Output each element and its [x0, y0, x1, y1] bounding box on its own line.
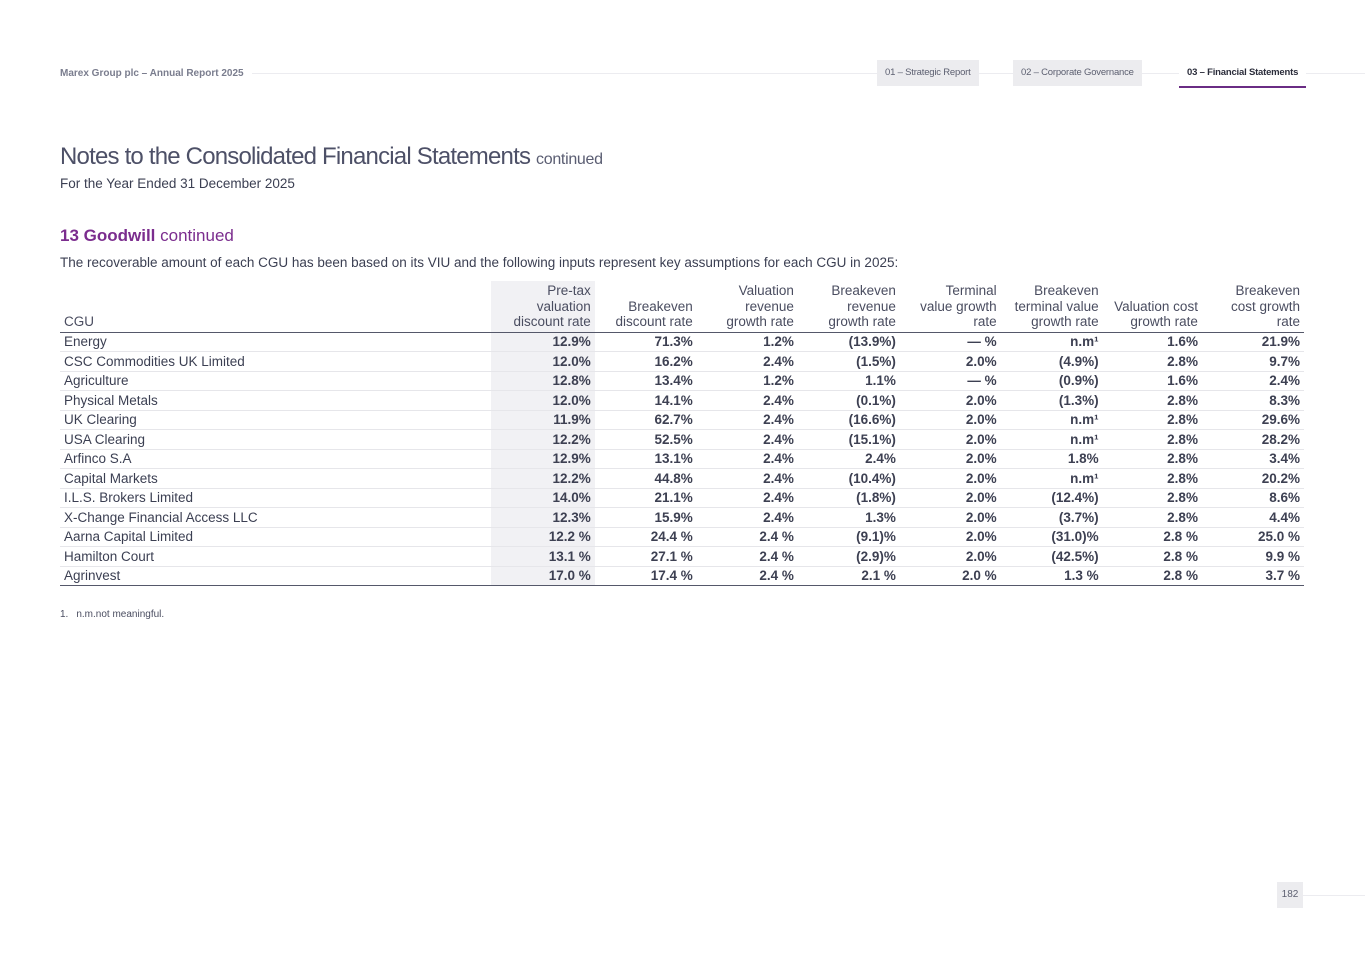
- column-header: [491, 281, 595, 332]
- value-cell: 17.0 %: [491, 566, 595, 586]
- table-body: [60, 332, 1304, 586]
- value-cell: 3.4%: [1202, 449, 1304, 469]
- value-cell: (13.9%): [798, 332, 900, 352]
- value-cell: (4.9%): [1001, 352, 1103, 372]
- value-cell: 12.0%: [491, 352, 595, 372]
- value-cell: 2.0%: [900, 410, 1001, 430]
- cgu-name-cell: Hamilton Court: [60, 547, 491, 567]
- value-cell: 1.3 %: [1001, 566, 1103, 586]
- column-header-line: Pre-tax: [547, 283, 591, 298]
- column-header-line: valuation: [536, 298, 591, 314]
- value-cell: 2.4 %: [697, 547, 798, 567]
- value-cell: 2.8 %: [1103, 527, 1202, 547]
- table-row: [60, 547, 1304, 567]
- value-cell: 2.4 %: [697, 527, 798, 547]
- value-cell: 2.8%: [1103, 508, 1202, 528]
- column-header: [1202, 281, 1304, 332]
- value-cell: 1.2%: [697, 371, 798, 391]
- value-cell: 21.9%: [1202, 332, 1304, 352]
- table-row: [60, 508, 1304, 528]
- value-cell: 12.3%: [491, 508, 595, 528]
- value-cell: 2.0 %: [900, 566, 1001, 586]
- value-cell: 2.0%: [900, 488, 1001, 508]
- value-cell: — %: [900, 332, 1001, 352]
- value-cell: (16.6%): [798, 410, 900, 430]
- value-cell: (0.9%): [1001, 371, 1103, 391]
- value-cell: (1.5%): [798, 352, 900, 372]
- value-cell: 2.8%: [1103, 469, 1202, 489]
- value-cell: (0.1%): [798, 391, 900, 411]
- page-title-text: Notes to the Consolidated Financial Statements: [60, 143, 531, 170]
- column-header-line: growth rate: [1130, 314, 1198, 329]
- value-cell: 2.4%: [697, 449, 798, 469]
- report-brand: Marex Group plc – Annual Report 2025: [60, 68, 252, 79]
- value-cell: 11.9%: [491, 410, 595, 430]
- table-row: [60, 469, 1304, 489]
- tab-strategic-report[interactable]: 01 – Strategic Report: [877, 60, 979, 86]
- value-cell: 2.0%: [900, 527, 1001, 547]
- value-cell: 9.9 %: [1202, 547, 1304, 567]
- column-header: [900, 281, 1001, 332]
- value-cell: 25.0 %: [1202, 527, 1304, 547]
- value-cell: 2.4%: [697, 508, 798, 528]
- column-header: [798, 281, 900, 332]
- cgu-name-cell: Physical Metals: [60, 391, 491, 411]
- column-header-line: Valuation: [738, 283, 794, 298]
- cgu-name-cell: Energy: [60, 332, 491, 352]
- column-header-line: growth rate: [1031, 314, 1099, 329]
- footnote: [60, 609, 164, 620]
- section-number: 13 Goodwill: [60, 226, 156, 245]
- table-row: [60, 527, 1304, 547]
- cgu-name-cell: I.L.S. Brokers Limited: [60, 488, 491, 508]
- value-cell: 24.4 %: [595, 527, 697, 547]
- value-cell: 2.4%: [697, 488, 798, 508]
- value-cell: 4.4%: [1202, 508, 1304, 528]
- column-header-line: Breakeven: [1034, 283, 1099, 298]
- value-cell: 2.4%: [1202, 371, 1304, 391]
- column-header-line: rate: [973, 314, 997, 329]
- value-cell: 29.6%: [1202, 410, 1304, 430]
- value-cell: 2.8%: [1103, 410, 1202, 430]
- table-row: [60, 371, 1304, 391]
- tab-financial-statements[interactable]: 03 – Financial Statements: [1179, 60, 1306, 88]
- value-cell: 13.1%: [595, 449, 697, 469]
- column-header: [595, 281, 697, 332]
- cgu-name-cell: X-Change Financial Access LLC: [60, 508, 491, 528]
- value-cell: 1.6%: [1103, 371, 1202, 391]
- page-title: [60, 143, 603, 171]
- value-cell: (3.7%): [1001, 508, 1103, 528]
- column-header-line: Breakeven: [831, 283, 896, 298]
- table-row: [60, 391, 1304, 411]
- value-cell: 14.1%: [595, 391, 697, 411]
- value-cell: 62.7%: [595, 410, 697, 430]
- value-cell: n.m¹: [1001, 469, 1103, 489]
- value-cell: 2.0%: [900, 430, 1001, 450]
- page-number: 182: [1277, 882, 1303, 908]
- value-cell: 12.2%: [491, 430, 595, 450]
- footnote-text: n.m.not meaningful.: [76, 609, 165, 620]
- page-subtitle: For the Year Ended 31 December 2025: [60, 176, 295, 191]
- column-header-line: Breakeven: [628, 298, 693, 314]
- value-cell: 8.6%: [1202, 488, 1304, 508]
- value-cell: 2.4%: [798, 449, 900, 469]
- value-cell: 12.2 %: [491, 527, 595, 547]
- cgu-assumptions-table: [60, 281, 1304, 586]
- value-cell: 12.9%: [491, 332, 595, 352]
- value-cell: 16.2%: [595, 352, 697, 372]
- value-cell: 21.1%: [595, 488, 697, 508]
- value-cell: 52.5%: [595, 430, 697, 450]
- value-cell: (10.4%): [798, 469, 900, 489]
- column-header-line: value growth: [920, 298, 997, 314]
- value-cell: (12.4%): [1001, 488, 1103, 508]
- intro-text: The recoverable amount of each CGU has been based on its VIU and the following inputs represent key assumptions for each CGU in 2025:: [60, 255, 899, 270]
- value-cell: 12.2%: [491, 469, 595, 489]
- column-header-line: Terminal: [945, 283, 997, 298]
- column-header-line: revenue: [745, 298, 794, 314]
- value-cell: 2.8%: [1103, 488, 1202, 508]
- value-cell: n.m¹: [1001, 430, 1103, 450]
- value-cell: 12.9%: [491, 449, 595, 469]
- value-cell: 2.0%: [900, 391, 1001, 411]
- table-row: [60, 410, 1304, 430]
- cgu-name-cell: CSC Commodities UK Limited: [60, 352, 491, 372]
- value-cell: 2.8%: [1103, 430, 1202, 450]
- column-header: [1001, 281, 1103, 332]
- value-cell: 2.8 %: [1103, 547, 1202, 567]
- value-cell: (42.5%): [1001, 547, 1103, 567]
- value-cell: 2.8%: [1103, 449, 1202, 469]
- value-cell: 1.2%: [697, 332, 798, 352]
- value-cell: 13.4%: [595, 371, 697, 391]
- cgu-name-cell: Capital Markets: [60, 469, 491, 489]
- column-header: [697, 281, 798, 332]
- value-cell: (15.1%): [798, 430, 900, 450]
- cgu-name-cell: Agriculture: [60, 371, 491, 391]
- column-header-line: discount rate: [615, 314, 693, 329]
- table-header-row: [60, 281, 1304, 332]
- column-header-line: rate: [1276, 314, 1300, 329]
- value-cell: 71.3%: [595, 332, 697, 352]
- column-header-line: Breakeven: [1235, 283, 1300, 298]
- value-cell: 12.8%: [491, 371, 595, 391]
- column-header-line: terminal value: [1014, 298, 1099, 314]
- column-header-line: cost growth: [1230, 298, 1300, 314]
- column-header: [1103, 281, 1202, 332]
- column-header-line: discount rate: [513, 314, 591, 329]
- value-cell: 2.8%: [1103, 391, 1202, 411]
- value-cell: 20.2%: [1202, 469, 1304, 489]
- table-row: [60, 332, 1304, 352]
- table-row: [60, 430, 1304, 450]
- value-cell: 2.0%: [900, 547, 1001, 567]
- cgu-name-cell: UK Clearing: [60, 410, 491, 430]
- value-cell: 2.0%: [900, 352, 1001, 372]
- value-cell: 9.7%: [1202, 352, 1304, 372]
- column-header-line: growth rate: [726, 314, 794, 329]
- column-header-line: Valuation cost: [1114, 298, 1198, 314]
- column-header-line: revenue: [847, 298, 896, 314]
- cgu-name-cell: Agrinvest: [60, 566, 491, 586]
- value-cell: 28.2%: [1202, 430, 1304, 450]
- value-cell: (2.9)%: [798, 547, 900, 567]
- table-row: [60, 566, 1304, 586]
- cgu-name-cell: Arfinco S.A: [60, 449, 491, 469]
- value-cell: 2.8%: [1103, 352, 1202, 372]
- value-cell: 2.4%: [697, 391, 798, 411]
- value-cell: n.m¹: [1001, 410, 1103, 430]
- value-cell: 1.8%: [1001, 449, 1103, 469]
- value-cell: 2.8 %: [1103, 566, 1202, 586]
- column-header: [60, 281, 491, 332]
- section-title: [60, 226, 234, 246]
- value-cell: 2.4%: [697, 430, 798, 450]
- tab-corporate-governance[interactable]: 02 – Corporate Governance: [1013, 60, 1142, 86]
- value-cell: (31.0)%: [1001, 527, 1103, 547]
- value-cell: 17.4 %: [595, 566, 697, 586]
- value-cell: 2.4%: [697, 352, 798, 372]
- page-title-suffix: continued: [536, 151, 603, 168]
- column-header-line: CGU: [64, 314, 94, 329]
- value-cell: (9.1)%: [798, 527, 900, 547]
- value-cell: 2.4%: [697, 469, 798, 489]
- cgu-name-cell: USA Clearing: [60, 430, 491, 450]
- value-cell: 2.0%: [900, 469, 1001, 489]
- cgu-name-cell: Aarna Capital Limited: [60, 527, 491, 547]
- value-cell: (1.8%): [798, 488, 900, 508]
- value-cell: 14.0%: [491, 488, 595, 508]
- value-cell: 2.0%: [900, 508, 1001, 528]
- value-cell: — %: [900, 371, 1001, 391]
- section-suffix: continued: [160, 226, 234, 245]
- value-cell: 1.1%: [798, 371, 900, 391]
- value-cell: 2.0%: [900, 449, 1001, 469]
- footnote-number: 1.: [60, 609, 69, 620]
- value-cell: 1.6%: [1103, 332, 1202, 352]
- footer-divider: [1300, 895, 1365, 896]
- value-cell: 3.7 %: [1202, 566, 1304, 586]
- value-cell: 13.1 %: [491, 547, 595, 567]
- value-cell: 12.0%: [491, 391, 595, 411]
- value-cell: 2.4 %: [697, 566, 798, 586]
- value-cell: 27.1 %: [595, 547, 697, 567]
- table-row: [60, 449, 1304, 469]
- value-cell: (1.3%): [1001, 391, 1103, 411]
- value-cell: 15.9%: [595, 508, 697, 528]
- value-cell: 2.4%: [697, 410, 798, 430]
- table-row: [60, 352, 1304, 372]
- column-header-line: growth rate: [828, 314, 896, 329]
- value-cell: 1.3%: [798, 508, 900, 528]
- value-cell: 8.3%: [1202, 391, 1304, 411]
- value-cell: n.m¹: [1001, 332, 1103, 352]
- value-cell: 2.1 %: [798, 566, 900, 586]
- value-cell: 44.8%: [595, 469, 697, 489]
- table-row: [60, 488, 1304, 508]
